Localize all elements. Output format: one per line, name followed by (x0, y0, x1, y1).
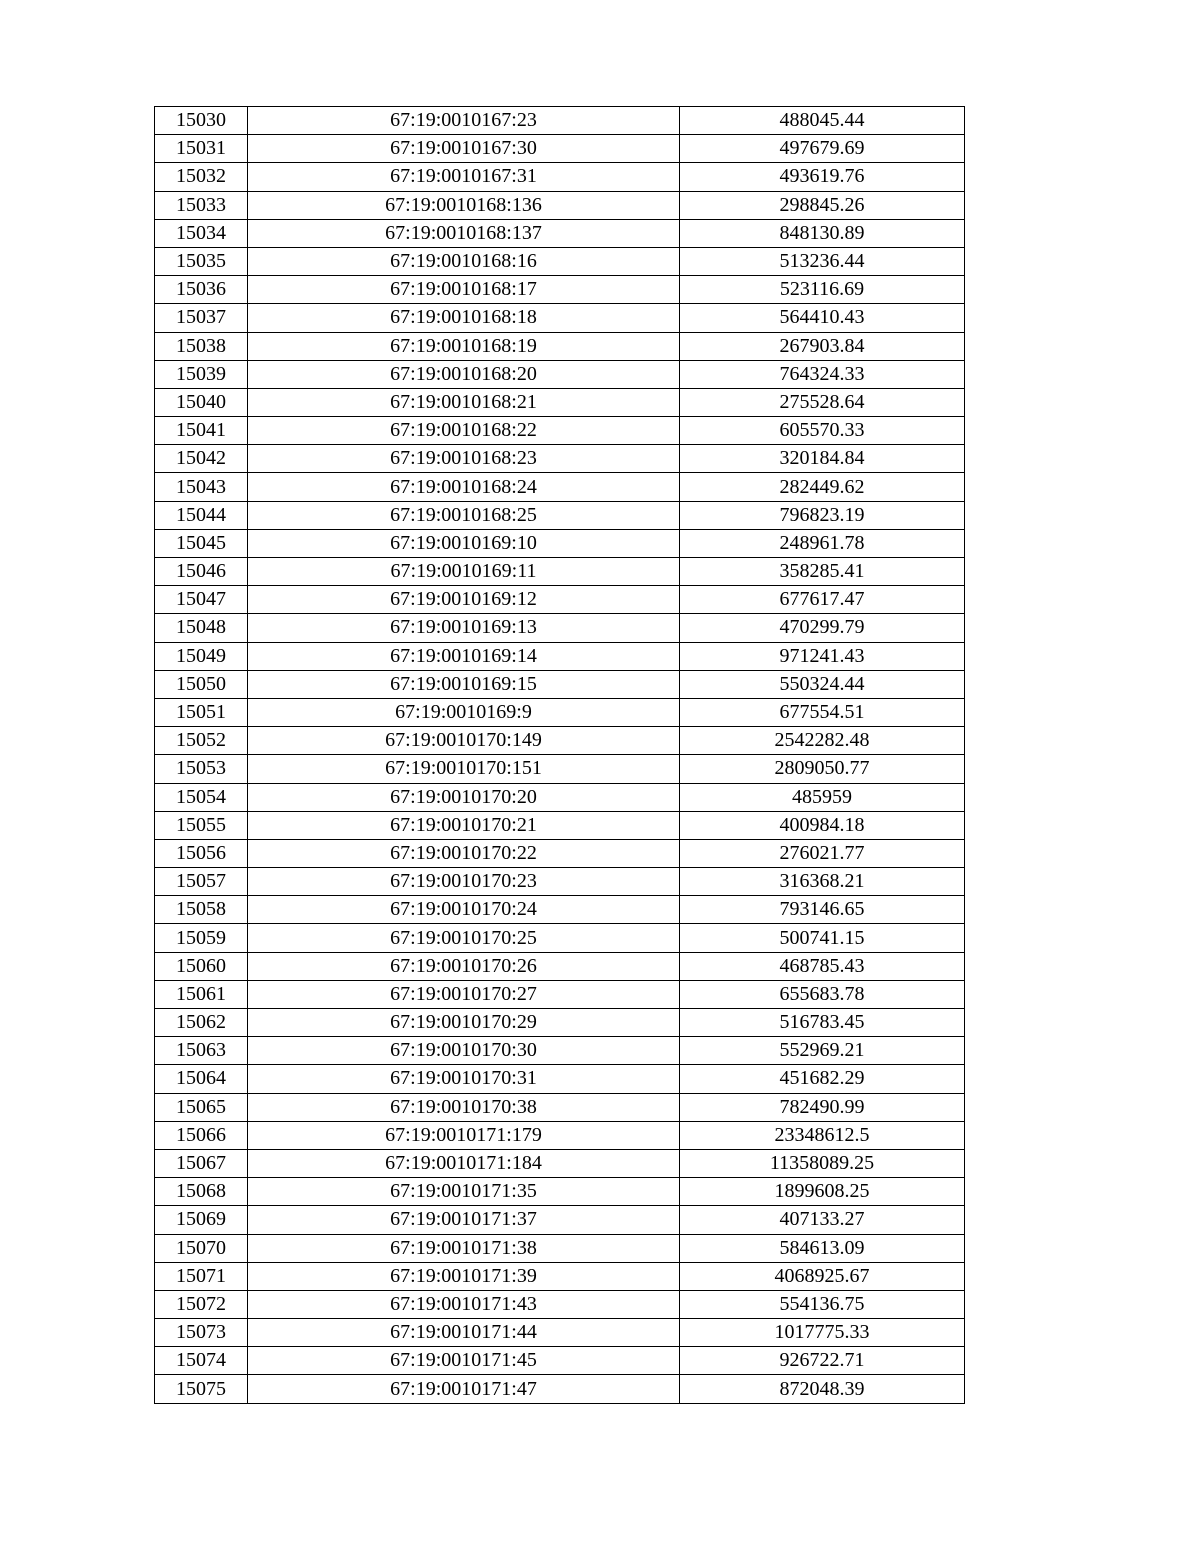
row-number-cell: 15049 (155, 642, 248, 670)
row-number-cell: 15063 (155, 1037, 248, 1065)
row-number-cell: 15059 (155, 924, 248, 952)
cadastral-number-cell: 67:19:0010168:19 (248, 332, 680, 360)
cadastral-value-cell: 872048.39 (680, 1375, 965, 1403)
cadastral-value-cell: 485959 (680, 783, 965, 811)
row-number-cell: 15034 (155, 219, 248, 247)
table-row (155, 1234, 965, 1262)
cadastral-value-cell: 407133.27 (680, 1206, 965, 1234)
row-number-cell: 15050 (155, 670, 248, 698)
cadastral-value-cell: 677617.47 (680, 586, 965, 614)
table-row (155, 614, 965, 642)
cadastral-value-cell: 513236.44 (680, 247, 965, 275)
table-row (155, 529, 965, 557)
cadastral-value-cell: 298845.26 (680, 191, 965, 219)
table-row (155, 304, 965, 332)
row-number-cell: 15041 (155, 417, 248, 445)
row-number-cell: 15073 (155, 1319, 248, 1347)
table-row (155, 360, 965, 388)
table-row (155, 501, 965, 529)
cadastral-number-cell: 67:19:0010171:37 (248, 1206, 680, 1234)
table-row (155, 1093, 965, 1121)
cadastral-value-cell: 248961.78 (680, 529, 965, 557)
cadastral-value-cell: 316368.21 (680, 868, 965, 896)
cadastral-number-cell: 67:19:0010171:179 (248, 1121, 680, 1149)
cadastral-number-cell: 67:19:0010169:12 (248, 586, 680, 614)
row-number-cell: 15052 (155, 727, 248, 755)
cadastral-value-cell: 488045.44 (680, 107, 965, 135)
table-row (155, 868, 965, 896)
cadastral-value-cell: 23348612.5 (680, 1121, 965, 1149)
cadastral-value-cell: 11358089.25 (680, 1149, 965, 1177)
row-number-cell: 15070 (155, 1234, 248, 1262)
cadastral-value-cell: 320184.84 (680, 445, 965, 473)
cadastral-number-cell: 67:19:0010168:24 (248, 473, 680, 501)
row-number-cell: 15074 (155, 1347, 248, 1375)
table-row (155, 1178, 965, 1206)
cadastral-value-cell: 451682.29 (680, 1065, 965, 1093)
cadastral-number-cell: 67:19:0010171:38 (248, 1234, 680, 1262)
row-number-cell: 15058 (155, 896, 248, 924)
row-number-cell: 15030 (155, 107, 248, 135)
row-number-cell: 15072 (155, 1290, 248, 1318)
cadastral-number-cell: 67:19:0010168:25 (248, 501, 680, 529)
cadastral-number-cell: 67:19:0010168:137 (248, 219, 680, 247)
cadastral-value-cell: 1899608.25 (680, 1178, 965, 1206)
cadastral-number-cell: 67:19:0010169:11 (248, 558, 680, 586)
cadastral-value-cell: 848130.89 (680, 219, 965, 247)
cadastral-number-cell: 67:19:0010168:20 (248, 360, 680, 388)
cadastral-number-cell: 67:19:0010170:21 (248, 811, 680, 839)
cadastral-value-cell: 2809050.77 (680, 755, 965, 783)
row-number-cell: 15067 (155, 1149, 248, 1177)
cadastral-value-cell: 4068925.67 (680, 1262, 965, 1290)
row-number-cell: 15048 (155, 614, 248, 642)
cadastral-number-cell: 67:19:0010170:26 (248, 952, 680, 980)
table-row (155, 247, 965, 275)
cadastral-number-cell: 67:19:0010168:23 (248, 445, 680, 473)
table-row (155, 219, 965, 247)
table-row (155, 107, 965, 135)
table-row (155, 1009, 965, 1037)
cadastral-number-cell: 67:19:0010169:13 (248, 614, 680, 642)
table-row (155, 191, 965, 219)
cadastral-number-cell: 67:19:0010171:43 (248, 1290, 680, 1318)
table-row (155, 1149, 965, 1177)
cadastral-number-cell: 67:19:0010169:14 (248, 642, 680, 670)
cadastral-value-cell: 552969.21 (680, 1037, 965, 1065)
cadastral-number-cell: 67:19:0010170:30 (248, 1037, 680, 1065)
row-number-cell: 15038 (155, 332, 248, 360)
cadastral-value-cell: 764324.33 (680, 360, 965, 388)
table-row (155, 1347, 965, 1375)
cadastral-value-cell: 677554.51 (680, 698, 965, 726)
table-row (155, 727, 965, 755)
cadastral-value-cell: 282449.62 (680, 473, 965, 501)
table-row (155, 839, 965, 867)
cadastral-number-cell: 67:19:0010168:22 (248, 417, 680, 445)
row-number-cell: 15046 (155, 558, 248, 586)
table-row (155, 586, 965, 614)
table-row (155, 924, 965, 952)
cadastral-number-cell: 67:19:0010168:21 (248, 388, 680, 416)
row-number-cell: 15065 (155, 1093, 248, 1121)
cadastral-number-cell: 67:19:0010170:24 (248, 896, 680, 924)
cadastral-number-cell: 67:19:0010171:45 (248, 1347, 680, 1375)
table-row (155, 388, 965, 416)
table-row (155, 332, 965, 360)
cadastral-number-cell: 67:19:0010170:22 (248, 839, 680, 867)
row-number-cell: 15031 (155, 135, 248, 163)
cadastral-number-cell: 67:19:0010169:10 (248, 529, 680, 557)
cadastral-number-cell: 67:19:0010168:18 (248, 304, 680, 332)
table-row (155, 783, 965, 811)
cadastral-number-cell: 67:19:0010168:16 (248, 247, 680, 275)
row-number-cell: 15062 (155, 1009, 248, 1037)
table-row (155, 1319, 965, 1347)
row-number-cell: 15043 (155, 473, 248, 501)
table-row (155, 276, 965, 304)
cadastral-value-cell: 493619.76 (680, 163, 965, 191)
table-row (155, 445, 965, 473)
cadastral-number-cell: 67:19:0010170:38 (248, 1093, 680, 1121)
cadastral-number-cell: 67:19:0010167:31 (248, 163, 680, 191)
cadastral-number-cell: 67:19:0010170:20 (248, 783, 680, 811)
row-number-cell: 15053 (155, 755, 248, 783)
cadastral-number-cell: 67:19:0010170:151 (248, 755, 680, 783)
cadastral-number-cell: 67:19:0010170:31 (248, 1065, 680, 1093)
cadastral-number-cell: 67:19:0010171:44 (248, 1319, 680, 1347)
cadastral-number-cell: 67:19:0010170:23 (248, 868, 680, 896)
row-number-cell: 15051 (155, 698, 248, 726)
cadastral-value-cell: 2542282.48 (680, 727, 965, 755)
table-row (155, 952, 965, 980)
cadastral-value-cell: 497679.69 (680, 135, 965, 163)
table-row (155, 417, 965, 445)
cadastral-value-cell: 564410.43 (680, 304, 965, 332)
row-number-cell: 15056 (155, 839, 248, 867)
row-number-cell: 15075 (155, 1375, 248, 1403)
table-row (155, 473, 965, 501)
table-row (155, 1375, 965, 1403)
row-number-cell: 15045 (155, 529, 248, 557)
cadastral-number-cell: 67:19:0010168:17 (248, 276, 680, 304)
cadastral-value-cell: 470299.79 (680, 614, 965, 642)
row-number-cell: 15054 (155, 783, 248, 811)
row-number-cell: 15035 (155, 247, 248, 275)
table-row (155, 1290, 965, 1318)
row-number-cell: 15044 (155, 501, 248, 529)
row-number-cell: 15066 (155, 1121, 248, 1149)
cadastral-number-cell: 67:19:0010171:47 (248, 1375, 680, 1403)
table-row (155, 980, 965, 1008)
cadastral-value-cell: 267903.84 (680, 332, 965, 360)
row-number-cell: 15036 (155, 276, 248, 304)
row-number-cell: 15037 (155, 304, 248, 332)
table-row (155, 811, 965, 839)
cadastral-number-cell: 67:19:0010167:30 (248, 135, 680, 163)
row-number-cell: 15039 (155, 360, 248, 388)
table-row (155, 1037, 965, 1065)
cadastral-number-cell: 67:19:0010170:29 (248, 1009, 680, 1037)
cadastral-value-cell: 500741.15 (680, 924, 965, 952)
cadastral-number-cell: 67:19:0010171:35 (248, 1178, 680, 1206)
row-number-cell: 15069 (155, 1206, 248, 1234)
table-body (155, 107, 965, 1404)
cadastral-value-cell: 523116.69 (680, 276, 965, 304)
cadastral-value-cell: 358285.41 (680, 558, 965, 586)
cadastral-number-cell: 67:19:0010169:9 (248, 698, 680, 726)
cadastral-number-cell: 67:19:0010171:184 (248, 1149, 680, 1177)
table-row (155, 1121, 965, 1149)
cadastral-value-cell: 584613.09 (680, 1234, 965, 1262)
row-number-cell: 15068 (155, 1178, 248, 1206)
cadastral-number-cell: 67:19:0010171:39 (248, 1262, 680, 1290)
table-row (155, 670, 965, 698)
cadastral-value-table (154, 106, 965, 1404)
table-row (155, 698, 965, 726)
table-row (155, 135, 965, 163)
row-number-cell: 15042 (155, 445, 248, 473)
row-number-cell: 15057 (155, 868, 248, 896)
cadastral-value-cell: 400984.18 (680, 811, 965, 839)
table-row (155, 755, 965, 783)
cadastral-value-cell: 468785.43 (680, 952, 965, 980)
row-number-cell: 15032 (155, 163, 248, 191)
cadastral-number-cell: 67:19:0010170:27 (248, 980, 680, 1008)
cadastral-number-cell: 67:19:0010168:136 (248, 191, 680, 219)
cadastral-value-cell: 275528.64 (680, 388, 965, 416)
table-row (155, 642, 965, 670)
cadastral-value-cell: 516783.45 (680, 1009, 965, 1037)
cadastral-value-cell: 782490.99 (680, 1093, 965, 1121)
cadastral-value-cell: 1017775.33 (680, 1319, 965, 1347)
row-number-cell: 15060 (155, 952, 248, 980)
cadastral-value-cell: 550324.44 (680, 670, 965, 698)
table-row (155, 896, 965, 924)
table-row (155, 163, 965, 191)
cadastral-value-cell: 793146.65 (680, 896, 965, 924)
table-row (155, 1065, 965, 1093)
row-number-cell: 15061 (155, 980, 248, 1008)
cadastral-number-cell: 67:19:0010170:25 (248, 924, 680, 952)
row-number-cell: 15047 (155, 586, 248, 614)
row-number-cell: 15064 (155, 1065, 248, 1093)
table-row (155, 1262, 965, 1290)
row-number-cell: 15055 (155, 811, 248, 839)
cadastral-value-cell: 971241.43 (680, 642, 965, 670)
row-number-cell: 15071 (155, 1262, 248, 1290)
row-number-cell: 15040 (155, 388, 248, 416)
row-number-cell: 15033 (155, 191, 248, 219)
cadastral-value-cell: 276021.77 (680, 839, 965, 867)
cadastral-value-cell: 554136.75 (680, 1290, 965, 1318)
cadastral-number-cell: 67:19:0010170:149 (248, 727, 680, 755)
cadastral-value-cell: 605570.33 (680, 417, 965, 445)
cadastral-value-cell: 926722.71 (680, 1347, 965, 1375)
table-row (155, 558, 965, 586)
cadastral-value-cell: 655683.78 (680, 980, 965, 1008)
cadastral-value-cell: 796823.19 (680, 501, 965, 529)
table-row (155, 1206, 965, 1234)
cadastral-number-cell: 67:19:0010167:23 (248, 107, 680, 135)
cadastral-number-cell: 67:19:0010169:15 (248, 670, 680, 698)
